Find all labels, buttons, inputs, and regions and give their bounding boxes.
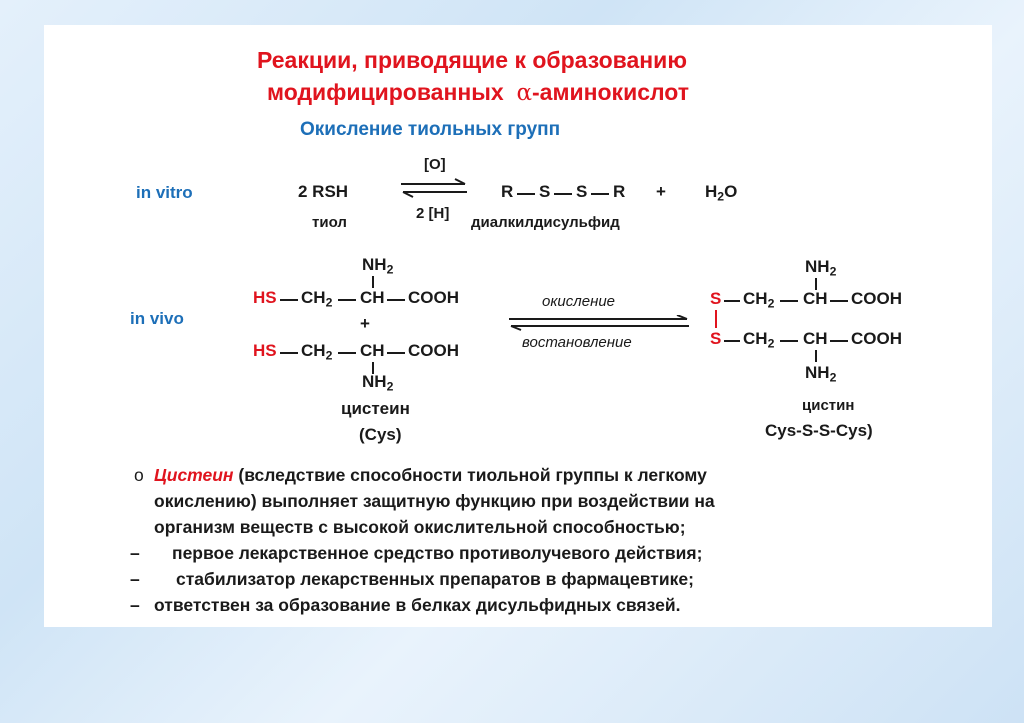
ch-2: CH (360, 341, 385, 360)
water: $H_2O$ (705, 182, 738, 204)
list-item-3: ответствен за образование в белках дисульфидных связей. (154, 595, 681, 615)
nh2-top: $NH_2$ (362, 255, 394, 277)
bond (780, 340, 798, 342)
bond (724, 340, 740, 342)
product-s2: S (576, 182, 588, 201)
cystine-abbr: Cys-S-S-Cys) (765, 421, 873, 440)
bond (372, 276, 374, 288)
bond (554, 193, 572, 195)
section-subtitle: Окисление тиольных групп (300, 119, 561, 140)
ch-4: CH (803, 329, 828, 348)
product-s1: S (539, 182, 551, 201)
arrow-label-reduction: востановление (522, 334, 632, 351)
cooh-3: COOH (851, 289, 902, 308)
bullet-marker: o (134, 465, 144, 485)
dash-1: – (130, 543, 140, 563)
plus-sign-vivo: + (360, 314, 370, 333)
cooh-2: COOH (408, 341, 459, 360)
sulfur-1: S (710, 289, 722, 308)
paragraph-line1: Цистеин (вследствие способности тиольной группы к легкому (154, 465, 707, 485)
bond (387, 299, 405, 301)
paragraph-line3: организм веществ с высокой окислительной способностью; (154, 517, 686, 537)
ch-3: CH (803, 289, 828, 308)
bond (724, 300, 740, 302)
list-item-1: первое лекарственное средство противолучевого действия; (172, 543, 703, 563)
thiol-hs-2: HS (253, 341, 277, 360)
slide-title-line2: модифицированных α-аминокислот (267, 79, 690, 106)
sulfur-2: S (710, 329, 722, 348)
equilibrium-arrow-vivo (507, 315, 691, 331)
bond (830, 340, 848, 342)
arrow-label-oxidation: окисление (542, 293, 616, 310)
bond (815, 350, 817, 362)
product-r1: R (501, 182, 514, 201)
bond (591, 193, 609, 195)
equilibrium-arrow-vitro (399, 177, 469, 199)
bond (280, 299, 298, 301)
ch2-4: $CH_2$ (743, 329, 775, 351)
product-r2: R (613, 182, 626, 201)
cysteine-abbr: (Cys) (359, 425, 402, 444)
plus-sign: + (656, 182, 666, 201)
reactant-name-thiol: тиол (312, 214, 347, 231)
bond (780, 300, 798, 302)
condition-oxidant: [O] (424, 156, 446, 173)
paragraph-line2: окислению) выполняет защитную функцию при воздействии на (154, 491, 715, 511)
reactant-2rsh: 2 RSH (298, 182, 349, 201)
dash-2: – (130, 569, 140, 589)
cooh-4: COOH (851, 329, 902, 348)
slide (44, 25, 992, 627)
cooh-1: COOH (408, 288, 459, 307)
nh2-bottom: $NH_2$ (362, 372, 394, 394)
bond (387, 352, 405, 354)
dash-3: – (130, 595, 140, 615)
ch2-3: $CH_2$ (743, 289, 775, 311)
thiol-hs-1: HS (253, 288, 277, 307)
ch2-1: $CH_2$ (301, 288, 333, 310)
cysteine-name: цистеин (341, 399, 410, 418)
ch-1: CH (360, 288, 385, 307)
in-vitro-label: in vitro (136, 183, 193, 202)
product-name-disulfide: диалкилдисульфид (471, 214, 620, 231)
bond (517, 193, 535, 195)
cystine-name: цистин (802, 397, 855, 414)
condition-reductant: 2 [H] (416, 205, 450, 222)
ch2-2: $CH_2$ (301, 341, 333, 363)
list-item-2: стабилизатор лекарственных препаратов в фармацевтике; (176, 569, 694, 589)
nh2-top-cystine: $NH_2$ (805, 257, 837, 279)
bond (280, 352, 298, 354)
bond (338, 299, 356, 301)
bond (830, 300, 848, 302)
slide-title-line1: Реакции, приводящие к образованию (257, 47, 687, 73)
nh2-bottom-cystine: $NH_2$ (805, 363, 837, 385)
disulfide-bond (715, 310, 717, 328)
in-vivo-label: in vivo (130, 309, 184, 328)
bond (338, 352, 356, 354)
